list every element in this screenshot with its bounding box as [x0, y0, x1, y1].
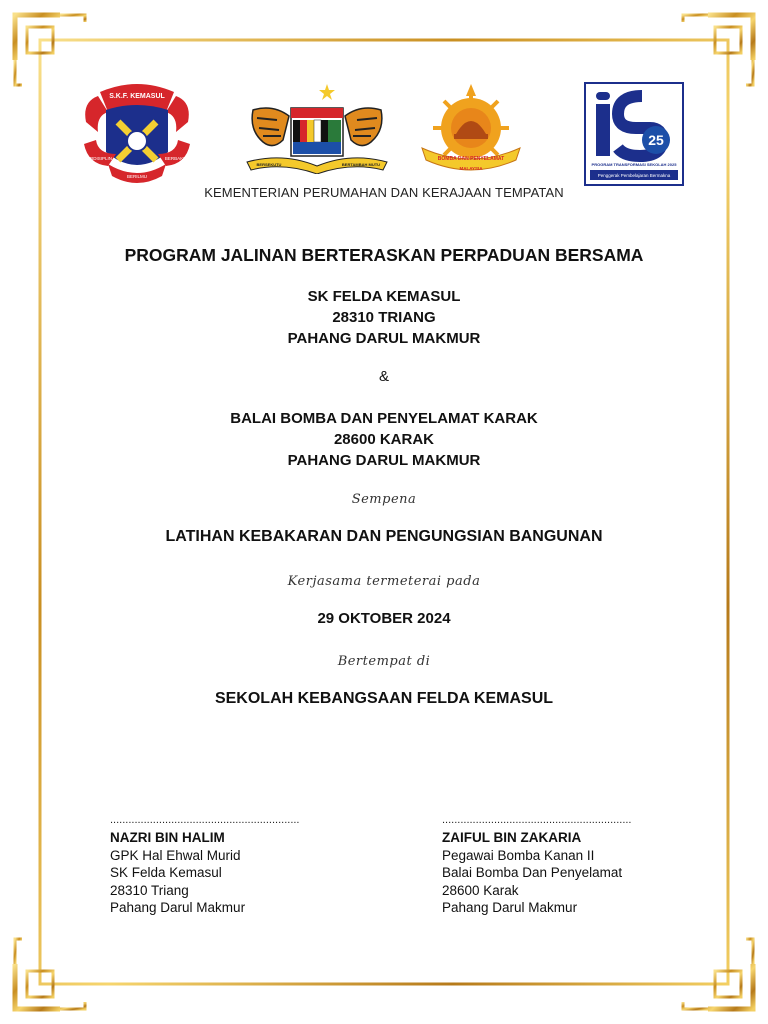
ampersand: & — [378, 368, 389, 385]
signatory-right — [442, 815, 631, 917]
bomba-ribbon-country: MALAYSIA — [459, 166, 483, 171]
program-logo-number: 25 — [648, 132, 664, 148]
signatory-left — [110, 815, 299, 917]
bomba-logo — [418, 80, 524, 176]
coat-of-arms-left-motto: BERSEKUTU — [256, 162, 282, 167]
signatory-organization: Balai Bomba Dan Penyelamat — [442, 865, 623, 880]
event-name: LATIHAN KEBAKARAN DAN PENGUNGSIAN BANGUNAN — [165, 528, 603, 545]
signature-line: .............................................................. — [110, 815, 300, 826]
kerjasama-label: Kerjasama termeterai pada — [287, 574, 481, 589]
venue-name: SEKOLAH KEBANGSAAN FELDA KEMASUL — [214, 690, 554, 707]
signatory-name: ZAIFUL BIN ZAKARIA — [442, 830, 582, 845]
signatory-postcode: 28310 Triang — [110, 882, 189, 898]
sempena-label: Sempena — [351, 492, 417, 507]
party-one-name: SK FELDA KEMASUL — [307, 288, 461, 305]
signature-line: .............................................................. — [442, 815, 632, 826]
party-two-block — [0, 408, 768, 471]
signatory-position: GPK Hal Ehwal Murid — [110, 847, 241, 863]
school-crest-logo — [78, 82, 196, 190]
party-one-state: PAHANG DARUL MAKMUR — [287, 330, 481, 347]
bomba-ribbon-text: BOMBA DAN PENYELAMAT — [437, 156, 505, 162]
party-one-postcode: 28310 TRIANG — [332, 309, 436, 326]
program-logo-caption: PROGRAM TRANSFORMASI SEKOLAH 2025 — [591, 162, 677, 167]
ministry-name: KEMENTERIAN PERUMAHAN DAN KERAJAAN TEMPATAN — [204, 185, 564, 200]
school-crest-center-ribbon: BERILMU — [126, 174, 148, 179]
bertempat-label: Bertempat di — [337, 654, 431, 669]
signatory-postcode: 28600 Karak — [442, 882, 519, 898]
party-two-state: PAHANG DARUL MAKMUR — [287, 452, 481, 469]
signatory-organization: SK Felda Kemasul — [110, 865, 222, 880]
program-logo-tagline: Penggerak Pembelajaran Bermakna — [597, 173, 671, 178]
school-crest-left-ribbon: BERDISIPLIN — [83, 156, 113, 161]
party-two-postcode: 28600 KARAK — [333, 431, 435, 448]
program-logo — [584, 82, 684, 186]
signatory-position: Pegawai Bomba Kanan II — [442, 847, 595, 863]
signatory-state: Pahang Darul Makmur — [442, 900, 578, 915]
coat-of-arms-right-motto: BERTAMBAH MUTU — [341, 162, 381, 167]
school-crest-right-ribbon: BERBAKTI — [164, 156, 188, 161]
party-one-block — [0, 286, 768, 349]
signatory-name: NAZRI BIN HALIM — [110, 830, 225, 845]
signatory-state: Pahang Darul Makmur — [110, 900, 246, 915]
coat-of-arms-logo — [243, 80, 391, 174]
school-crest-arc-text: S.K.F. KEMASUL — [109, 93, 165, 100]
agreement-date: 29 OKTOBER 2024 — [317, 610, 451, 627]
party-two-name: BALAI BOMBA DAN PENYELAMAT KARAK — [230, 410, 538, 427]
document-title: PROGRAM JALINAN BERTERASKAN PERPADUAN BERSAMA — [124, 245, 644, 265]
